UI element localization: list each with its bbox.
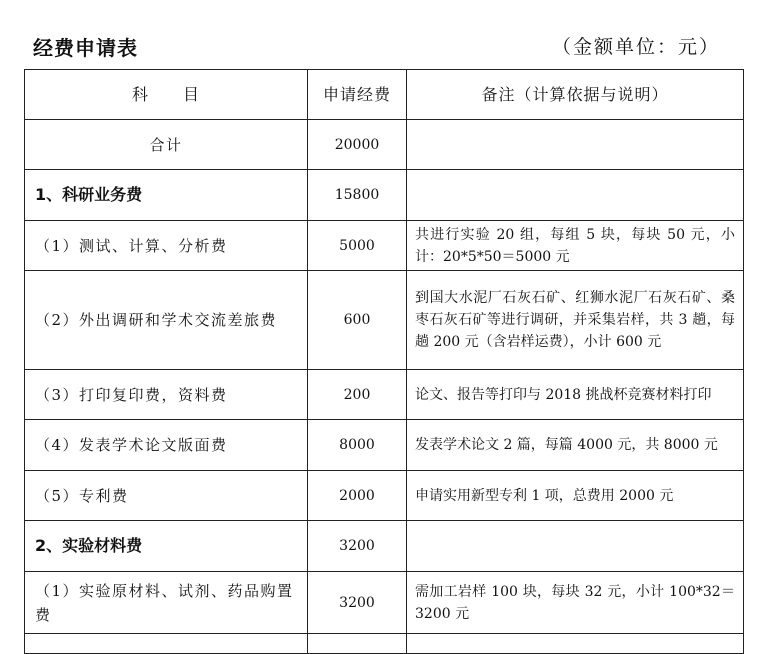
row-amount: 2000 <box>308 471 407 521</box>
row-note <box>407 634 744 654</box>
row-subject: （4）发表学术论文版面费 <box>25 420 308 471</box>
table-row <box>25 572 744 634</box>
row-subject: 合计 <box>25 120 308 170</box>
row-amount: 5000 <box>308 221 407 271</box>
row-subject <box>25 634 308 654</box>
row-note <box>407 170 744 221</box>
row-subject: （1）实验原材料、试剂、药品购置费 <box>25 572 308 634</box>
table-row-category <box>25 521 744 572</box>
row-subject: （1）测试、计算、分析费 <box>25 221 308 271</box>
row-amount: 3200 <box>308 572 407 634</box>
table-row <box>25 221 744 271</box>
budget-table <box>24 69 744 654</box>
table-header-row <box>25 70 744 120</box>
row-amount: 15800 <box>308 170 407 221</box>
row-subject: （2）外出调研和学术交流差旅费 <box>25 271 308 370</box>
table-row <box>25 271 744 370</box>
row-subject: 2、实验材料费 <box>25 521 308 572</box>
table-row-total <box>25 120 744 170</box>
header-amount: 申请经费 <box>308 70 407 120</box>
table-row <box>25 420 744 471</box>
currency-unit-note: （金额单位：元） <box>552 36 721 58</box>
page-title: 经费申请表 <box>33 36 138 60</box>
row-amount: 8000 <box>308 420 407 471</box>
row-amount <box>308 634 407 654</box>
row-amount: 3200 <box>308 521 407 572</box>
row-amount: 20000 <box>308 120 407 170</box>
header-note: 备注（计算依据与说明） <box>407 70 744 120</box>
row-subject: 1、科研业务费 <box>25 170 308 221</box>
table-row <box>25 471 744 521</box>
row-note <box>407 120 744 170</box>
header-subject: 科 目 <box>25 70 308 120</box>
row-note: 论文、报告等打印与 2018 挑战杯竞赛材料打印 <box>407 370 744 420</box>
table-row-category <box>25 170 744 221</box>
row-subject: （5）专利费 <box>25 471 308 521</box>
table-row <box>25 370 744 420</box>
row-amount: 200 <box>308 370 407 420</box>
row-note: 申请实用新型专利 1 项，总费用 2000 元 <box>407 471 744 521</box>
row-note: 需加工岩样 100 块，每块 32 元，小计 100*32＝3200 元 <box>407 572 744 634</box>
table-row-partial <box>25 634 744 654</box>
row-amount: 600 <box>308 271 407 370</box>
row-note: 到国大水泥厂石灰石矿、红狮水泥厂石灰石矿、桑枣石灰石矿等进行调研，并采集岩样，共 3 趟，每趟 200 元（含岩样运费），小计 600 元 <box>407 271 744 370</box>
row-note: 共进行实验 20 组，每组 5 块，每块 50 元，小计：20*5*50＝5000 元 <box>407 221 744 271</box>
row-subject: （3）打印复印费，资料费 <box>25 370 308 420</box>
row-note: 发表学术论文 2 篇，每篇 4000 元，共 8000 元 <box>407 420 744 471</box>
row-note <box>407 521 744 572</box>
